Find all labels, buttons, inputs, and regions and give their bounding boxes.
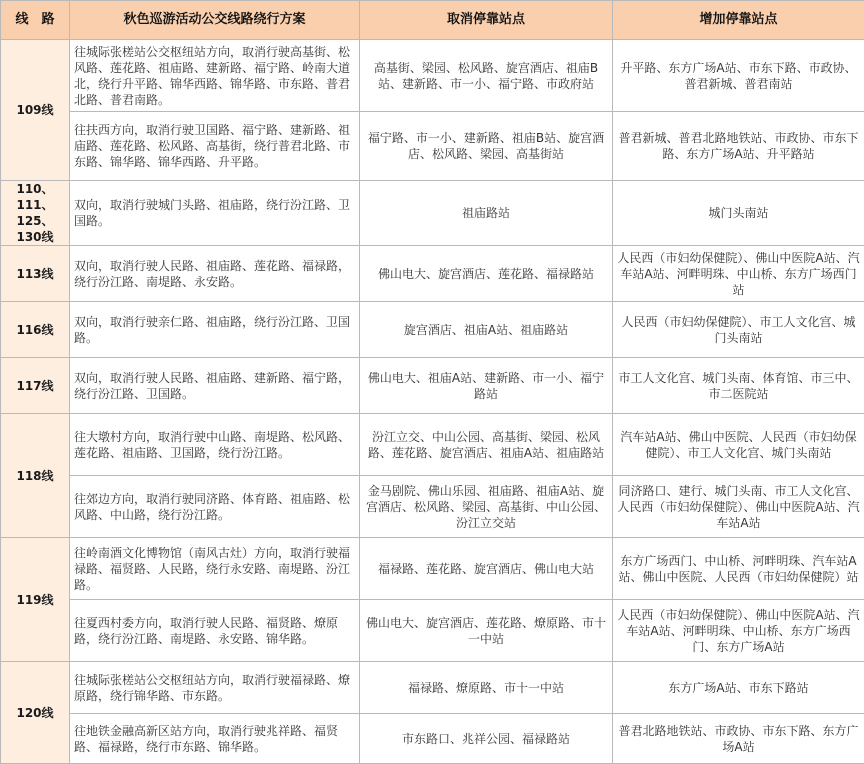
route-line: 116线 [1, 302, 70, 358]
header-plan: 秋色巡游活动公交线路绕行方案 [70, 1, 360, 40]
added-stops: 汽车站A站、佛山中医院、人民西（市妇幼保健院）、市工人文化宫、城门头南站 [613, 414, 864, 476]
cancelled-stops: 市东路口、兆祥公园、福禄路站 [360, 714, 613, 764]
table-row [1, 181, 864, 246]
header-cancel: 取消停靠站点 [360, 1, 613, 40]
added-stops: 东方广场西门、中山桥、河畔明珠、汽车站A站、佛山中医院、人民西（市妇幼保健院）站 [613, 538, 864, 600]
added-stops: 人民西（市妇幼保健院）、佛山中医院A站、汽车站A站、河畔明珠、中山桥、东方广场西门站 [613, 246, 864, 302]
route-plan: 往扶西方向，取消行驶卫国路、福宁路、建新路、祖庙路、莲花路、松风路、高基街，绕行普君北路、市东路、锦华路、锦华西路、升平路。 [70, 112, 360, 181]
cancelled-stops: 金马剧院、佛山乐园、祖庙路、祖庙A站、旋宫酒店、松风路、梁园、高基街、中山公园、汾江立交站 [360, 476, 613, 538]
header-add: 增加停靠站点 [613, 1, 864, 40]
table-row [1, 358, 864, 414]
added-stops: 东方广场A站、市东下路站 [613, 662, 864, 714]
route-plan: 双向，取消行驶城门头路、祖庙路，绕行汾江路、卫国路。 [70, 181, 360, 246]
table-row [1, 662, 864, 714]
added-stops: 同济路口、建行、城门头南、市工人文化宫、人民西（市妇幼保健院）、佛山中医院A站、汽车站A站 [613, 476, 864, 538]
cancelled-stops: 佛山电大、旋宫酒店、莲花路、福禄路站 [360, 246, 613, 302]
route-line: 113线 [1, 246, 70, 302]
added-stops: 升平路、东方广场A站、市东下路、市政协、普君新城、普君南站 [613, 40, 864, 112]
cancelled-stops: 汾江立交、中山公园、高基街、梁园、松风路、莲花路、旋宫酒店、祖庙A站、祖庙路站 [360, 414, 613, 476]
route-plan: 往岭南酒文化博物馆（南风古灶）方向，取消行驶福禄路、福贤路、人民路，绕行永安路、南堤路、汾江路。 [70, 538, 360, 600]
cancelled-stops: 福禄路、燎原路、市十一中站 [360, 662, 613, 714]
table-row [1, 246, 864, 302]
route-plan: 往地铁金融高新区站方向，取消行驶兆祥路、福贤路、福禄路，绕行市东路、锦华路。 [70, 714, 360, 764]
route-plan: 双向，取消行驶人民路、祖庙路、莲花路、福禄路，绕行汾江路、南堤路、永安路。 [70, 246, 360, 302]
route-line: 109线 [1, 40, 70, 181]
cancelled-stops: 高基街、梁园、松风路、旋宫酒店、祖庙B站、建新路、市一小、福宁路、市政府站 [360, 40, 613, 112]
cancelled-stops: 福宁路、市一小、建新路、祖庙B站、旋宫酒店、松风路、梁园、高基街站 [360, 112, 613, 181]
table-row [1, 112, 864, 181]
cancelled-stops: 佛山电大、旋宫酒店、莲花路、燎原路、市十一中站 [360, 600, 613, 662]
added-stops: 城门头南站 [613, 181, 864, 246]
route-plan: 双向，取消行驶亲仁路、祖庙路，绕行汾江路、卫国路。 [70, 302, 360, 358]
table-row [1, 476, 864, 538]
route-plan: 往大墩村方向，取消行驶中山路、南堤路、松风路、莲花路、祖庙路、卫国路，绕行汾江路。 [70, 414, 360, 476]
cancelled-stops: 福禄路、莲花路、旋宫酒店、佛山电大站 [360, 538, 613, 600]
added-stops: 人民西（市妇幼保健院）、市工人文化宫、城门头南站 [613, 302, 864, 358]
table-row [1, 538, 864, 600]
route-plan: 往郊边方向，取消行驶同济路、体育路、祖庙路、松风路、中山路，绕行汾江路。 [70, 476, 360, 538]
table-row [1, 40, 864, 112]
route-plan: 双向，取消行驶人民路、祖庙路、建新路、福宁路，绕行汾江路、卫国路。 [70, 358, 360, 414]
table-row [1, 600, 864, 662]
added-stops: 普君北路地铁站、市政协、市东下路、东方广场A站 [613, 714, 864, 764]
added-stops: 市工人文化宫、城门头南、体育馆、市三中、市二医院站 [613, 358, 864, 414]
table-row [1, 414, 864, 476]
route-plan: 往夏西村委方向，取消行驶人民路、福贤路、燎原路，绕行汾江路、南堤路、永安路、锦华路。 [70, 600, 360, 662]
table-header-row [1, 1, 864, 40]
added-stops: 人民西（市妇幼保健院）、佛山中医院A站、汽车站A站、河畔明珠、中山桥、东方广场西门、东方广场A站 [613, 600, 864, 662]
route-line: 119线 [1, 538, 70, 662]
table-row [1, 714, 864, 764]
route-plan: 往城际张槎站公交枢纽站方向，取消行驶福禄路、燎原路，绕行锦华路、市东路。 [70, 662, 360, 714]
cancelled-stops: 旋宫酒店、祖庙A站、祖庙路站 [360, 302, 613, 358]
route-line: 118线 [1, 414, 70, 538]
header-line: 线 路 [1, 1, 70, 40]
table-row [1, 302, 864, 358]
cancelled-stops: 佛山电大、祖庙A站、建新路、市一小、福宁路站 [360, 358, 613, 414]
route-line: 117线 [1, 358, 70, 414]
route-plan: 往城际张槎站公交枢纽站方向，取消行驶高基街、松风路、莲花路、祖庙路、建新路、福宁路、岭南大道北，绕行升平路、锦华西路、锦华路、市东路、普君北路、普君南路。 [70, 40, 360, 112]
route-line: 120线 [1, 662, 70, 764]
added-stops: 普君新城、普君北路地铁站、市政协、市东下路、东方广场A站、升平路站 [613, 112, 864, 181]
route-line: 110、111、125、130线 [1, 181, 70, 246]
cancelled-stops: 祖庙路站 [360, 181, 613, 246]
